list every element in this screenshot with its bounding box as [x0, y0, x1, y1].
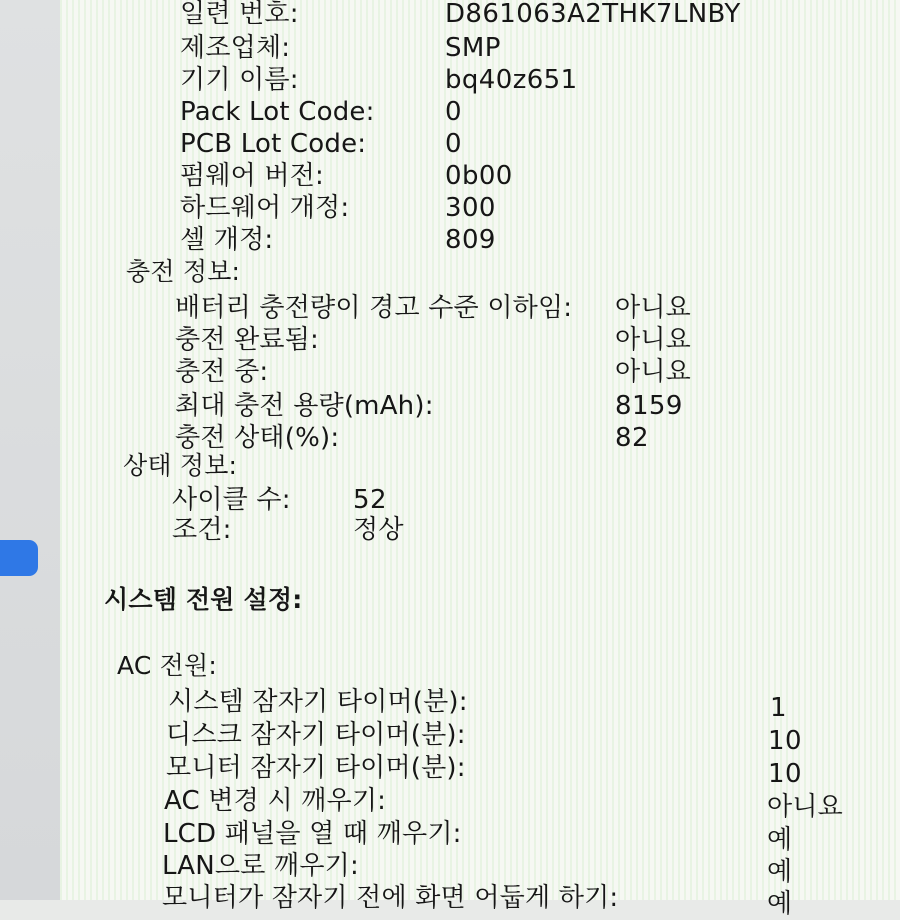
- serial-number-label: 일련 번호:: [180, 0, 299, 29]
- manufacturer-value: SMP: [445, 33, 501, 63]
- cycle-count-value: 52: [353, 485, 387, 515]
- device-name-value: bq40z651: [445, 65, 578, 95]
- display-sleep-timer-label: 모니터 잠자기 타이머(분):: [166, 753, 466, 783]
- display-dim-before-sleep-value: 예: [767, 889, 793, 919]
- disk-sleep-timer-label: 디스크 잠자기 타이머(분):: [166, 720, 466, 750]
- ac-power-heading: AC 전원:: [117, 651, 217, 680]
- display-sleep-timer-value: 10: [768, 759, 802, 789]
- cell-revision-value: 809: [445, 225, 496, 255]
- system-report-content: [60, 0, 900, 919]
- below-warning-level-value: 아니요: [615, 293, 691, 323]
- cycle-count-label: 사이클 수:: [172, 485, 291, 515]
- wake-on-lid-open-value: 예: [767, 825, 793, 855]
- firmware-version-label: 펌웨어 버전:: [180, 161, 325, 191]
- condition-value: 정상: [353, 515, 404, 545]
- state-of-charge-value: 82: [615, 423, 649, 453]
- fully-charged-value: 아니요: [615, 325, 691, 355]
- pack-lot-code-label: Pack Lot Code:: [180, 97, 375, 127]
- manufacturer-label: 제조업체:: [180, 33, 291, 63]
- hardware-revision-value: 300: [445, 193, 496, 223]
- disk-sleep-timer-value: 10: [768, 726, 802, 756]
- charging-value: 아니요: [615, 357, 691, 387]
- system-power-heading: 시스템 전원 설정:: [104, 585, 303, 614]
- pcb-lot-code-label: PCB Lot Code:: [180, 129, 367, 159]
- cell-revision-label: 셀 개정:: [180, 225, 274, 255]
- fully-charged-label: 충전 완료됨:: [175, 325, 320, 355]
- sidebar: [0, 0, 60, 900]
- charge-info-heading: 충전 정보:: [126, 257, 241, 286]
- system-sleep-timer-value: 1: [770, 693, 787, 723]
- wake-on-lan-label: LAN으로 깨우기:: [162, 851, 359, 881]
- wake-on-ac-change-label: AC 변경 시 깨우기:: [164, 786, 387, 816]
- wake-on-ac-change-value: 아니요: [767, 792, 843, 822]
- health-info-heading: 상태 정보:: [123, 451, 238, 480]
- wake-on-lan-value: 예: [767, 857, 793, 887]
- full-charge-capacity-label: 최대 충전 용량(mAh):: [175, 391, 434, 421]
- firmware-version-value: 0b00: [445, 161, 513, 191]
- pcb-lot-code-value: 0: [445, 129, 462, 159]
- hardware-revision-label: 하드웨어 개정:: [180, 193, 350, 223]
- pack-lot-code-value: 0: [445, 97, 462, 127]
- sidebar-selected-item[interactable]: [0, 540, 38, 576]
- system-sleep-timer-label: 시스템 잠자기 타이머(분):: [168, 687, 468, 717]
- device-name-label: 기기 이름:: [180, 65, 299, 95]
- state-of-charge-label: 충전 상태(%):: [175, 423, 340, 453]
- below-warning-level-label: 배터리 충전량이 경고 수준 이하임:: [175, 293, 573, 323]
- condition-label: 조건:: [172, 515, 232, 545]
- display-dim-before-sleep-label: 모니터가 잠자기 전에 화면 어둡게 하기:: [162, 883, 619, 913]
- serial-number-value: D861063A2THK7LNBY: [445, 0, 741, 29]
- wake-on-lid-open-label: LCD 패널을 열 때 깨우기:: [163, 819, 462, 849]
- full-charge-capacity-value: 8159: [615, 391, 683, 421]
- charging-label: 충전 중:: [175, 357, 269, 387]
